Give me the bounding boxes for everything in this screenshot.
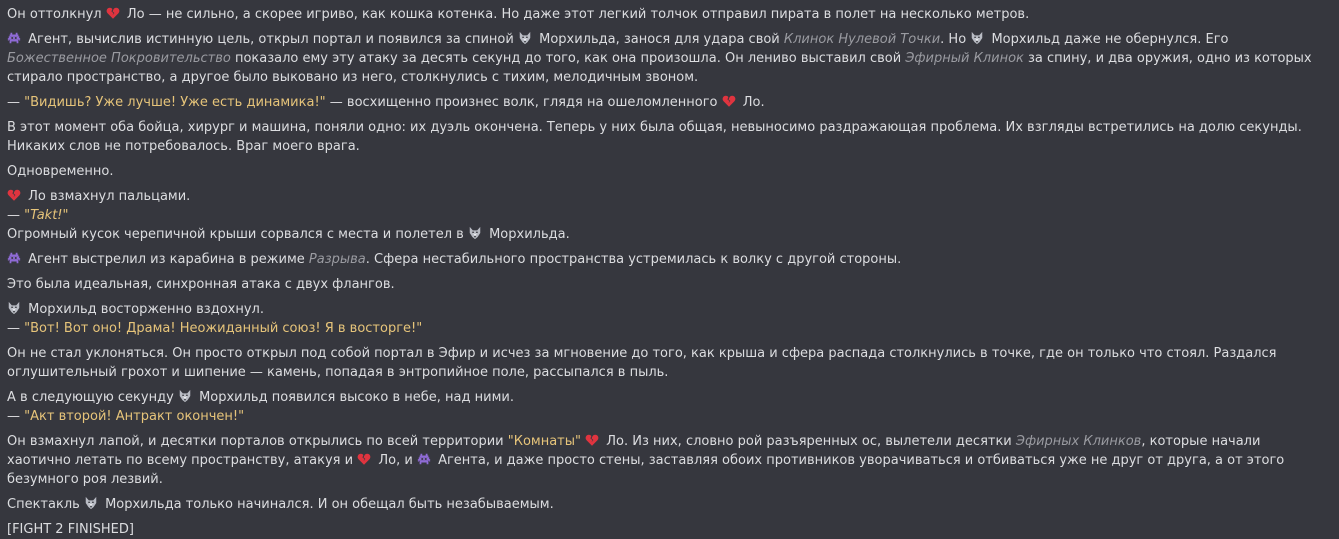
- text-run: Ло — не сильно, а скорее игриво, как кошка котенка. Но даже этот легкий толчок отправил пирата в полет на несколько метров.: [126, 7, 1030, 22]
- text-run: Ло. Из них, словно рой разъяренных ос, вылетели десятки: [606, 434, 1016, 449]
- text-run: А в следующую секунду: [7, 390, 178, 405]
- broken-heart-icon: [585, 433, 599, 447]
- wolf-icon: [970, 31, 984, 45]
- italic-term: Эфирный Клинок: [905, 51, 1024, 66]
- text-run: Ло, и: [378, 453, 417, 468]
- story-paragraph: [7, 118, 1327, 156]
- text-run: Он взмахнул лапой, и десятки порталов открылись по всей территории: [7, 434, 508, 449]
- broken-heart-icon: [7, 188, 21, 202]
- story-paragraph: [7, 5, 1327, 24]
- wolf-icon: [518, 31, 532, 45]
- text-run: Агент, вычислив истинную цель, открыл портал и появился за спиной: [28, 32, 518, 47]
- text-run: —: [7, 95, 25, 110]
- text-run: Он оттолкнул: [7, 7, 106, 22]
- wolf-icon: [468, 226, 482, 240]
- text-run: Морхильд появился высоко в небе, над ними.: [199, 390, 514, 405]
- story-paragraph: [7, 275, 1327, 294]
- text-run: Ло.: [742, 95, 765, 110]
- text-run: —: [7, 208, 25, 223]
- quoted-speech: "Видишь? Уже лучше! Уже есть динамика!": [24, 95, 326, 110]
- text-run: Это была идеальная, синхронная атака с двух флангов.: [7, 277, 395, 292]
- alien-monster-icon: [7, 251, 21, 265]
- text-run: Агента, и даже просто стены, заставляя обоих противников уворачиваться и отбиваться уже не друг от друга, а от этого безумного роя лезвий.: [7, 453, 1285, 487]
- story-paragraph: [7, 225, 1327, 244]
- story-paragraph: [7, 250, 1327, 269]
- text-run: . Но: [940, 32, 971, 47]
- text-run: [FIGHT 2 FINISHED]: [7, 522, 134, 537]
- text-run: —: [7, 409, 25, 424]
- text-run: Морхильд даже не обернулся. Его: [991, 32, 1229, 47]
- story-paragraph: [7, 162, 1327, 181]
- story-paragraph: [7, 407, 1327, 426]
- italic-term: Клинок Нулевой Точки: [783, 32, 941, 47]
- text-run: Одновременно.: [7, 164, 114, 179]
- quoted-speech: "Вот! Вот оно! Драма! Неожиданный союз! Я в восторге!": [24, 321, 423, 336]
- text-run: — восхищенно произнес волк, глядя на ошеломленного: [325, 95, 722, 110]
- quoted-speech: ": [62, 208, 69, 223]
- text-run: Агент выстрелил из карабина в режиме: [28, 252, 309, 267]
- story-paragraph: [7, 30, 1327, 87]
- story-paragraph: [7, 300, 1327, 319]
- broken-heart-icon: [106, 6, 120, 20]
- story-paragraph: [7, 495, 1327, 514]
- wolf-icon: [178, 389, 192, 403]
- broken-heart-icon: [357, 452, 371, 466]
- text-run: Он не стал уклоняться. Он просто открыл под собой портал в Эфир и исчез за мгновение до того, как крыша и сфера распада столкнулись в точке, где он только что стоял. Раздался оглушительный грохот и шипение — камень, попадая в энтропийное поле, рассыпался в пыль.: [7, 346, 1277, 380]
- story-paragraph: [7, 344, 1327, 382]
- alien-monster-icon: [417, 452, 431, 466]
- story-paragraph: [7, 93, 1327, 112]
- story-paragraph: [7, 388, 1327, 407]
- story-paragraph: [7, 206, 1327, 225]
- text-run: Морхильд восторженно вздохнул.: [28, 302, 264, 317]
- story-paragraph: [7, 520, 1327, 539]
- story-paragraph: [7, 319, 1327, 338]
- wolf-icon: [84, 496, 98, 510]
- wolf-icon: [7, 301, 21, 315]
- text-run: —: [7, 321, 25, 336]
- alien-monster-icon: [7, 31, 21, 45]
- text-run: Ло взмахнул пальцами.: [28, 189, 191, 204]
- quoted-speech: Takt!: [30, 208, 63, 223]
- text-run: Спектакль: [7, 497, 84, 512]
- text-run: за спину, и два оружия, одно из которых стирало пространство, а другое было выковано из него, столкнулись с тихим, мелодичным звоном.: [7, 51, 1312, 85]
- italic-term: Божественное Покровительство: [7, 51, 231, 66]
- story-paragraph: [7, 187, 1327, 206]
- text-run: В этот момент оба бойца, хирург и машина, поняли одно: их дуэль окончена. Теперь у них была общая, невыносимо раздражающая проблема. Их взгляды встретились на долю секунды. Никаких слов не потребовалось. Враг моего врага.: [7, 120, 1302, 154]
- quoted-speech: ": [24, 208, 31, 223]
- text-run: . Сфера нестабильного пространства устремилась к волку с другой стороны.: [365, 252, 902, 267]
- text-run: Огромный кусок черепичной крыши сорвался с места и полетел в: [7, 227, 468, 242]
- story-paragraph: [7, 432, 1327, 489]
- italic-term: Разрыва: [308, 252, 366, 267]
- text-run: Морхильда.: [489, 227, 570, 242]
- text-run: показало ему эту атаку за десять секунд до того, как она произошла. Он лениво выставил свой: [230, 51, 906, 66]
- text-run: , которые начали хаотично летать по всему пространству, атакуя и: [7, 434, 1261, 468]
- text-run: Морхильда, занося для удара свой: [539, 32, 784, 47]
- quoted-speech: "Комнаты": [507, 434, 581, 449]
- text-run: Морхильда только начинался. И он обещал быть незабываемым.: [105, 497, 554, 512]
- quoted-speech: "Акт второй! Антракт окончен!": [24, 409, 245, 424]
- broken-heart-icon: [722, 94, 736, 108]
- italic-term: Эфирных Клинков: [1015, 434, 1142, 449]
